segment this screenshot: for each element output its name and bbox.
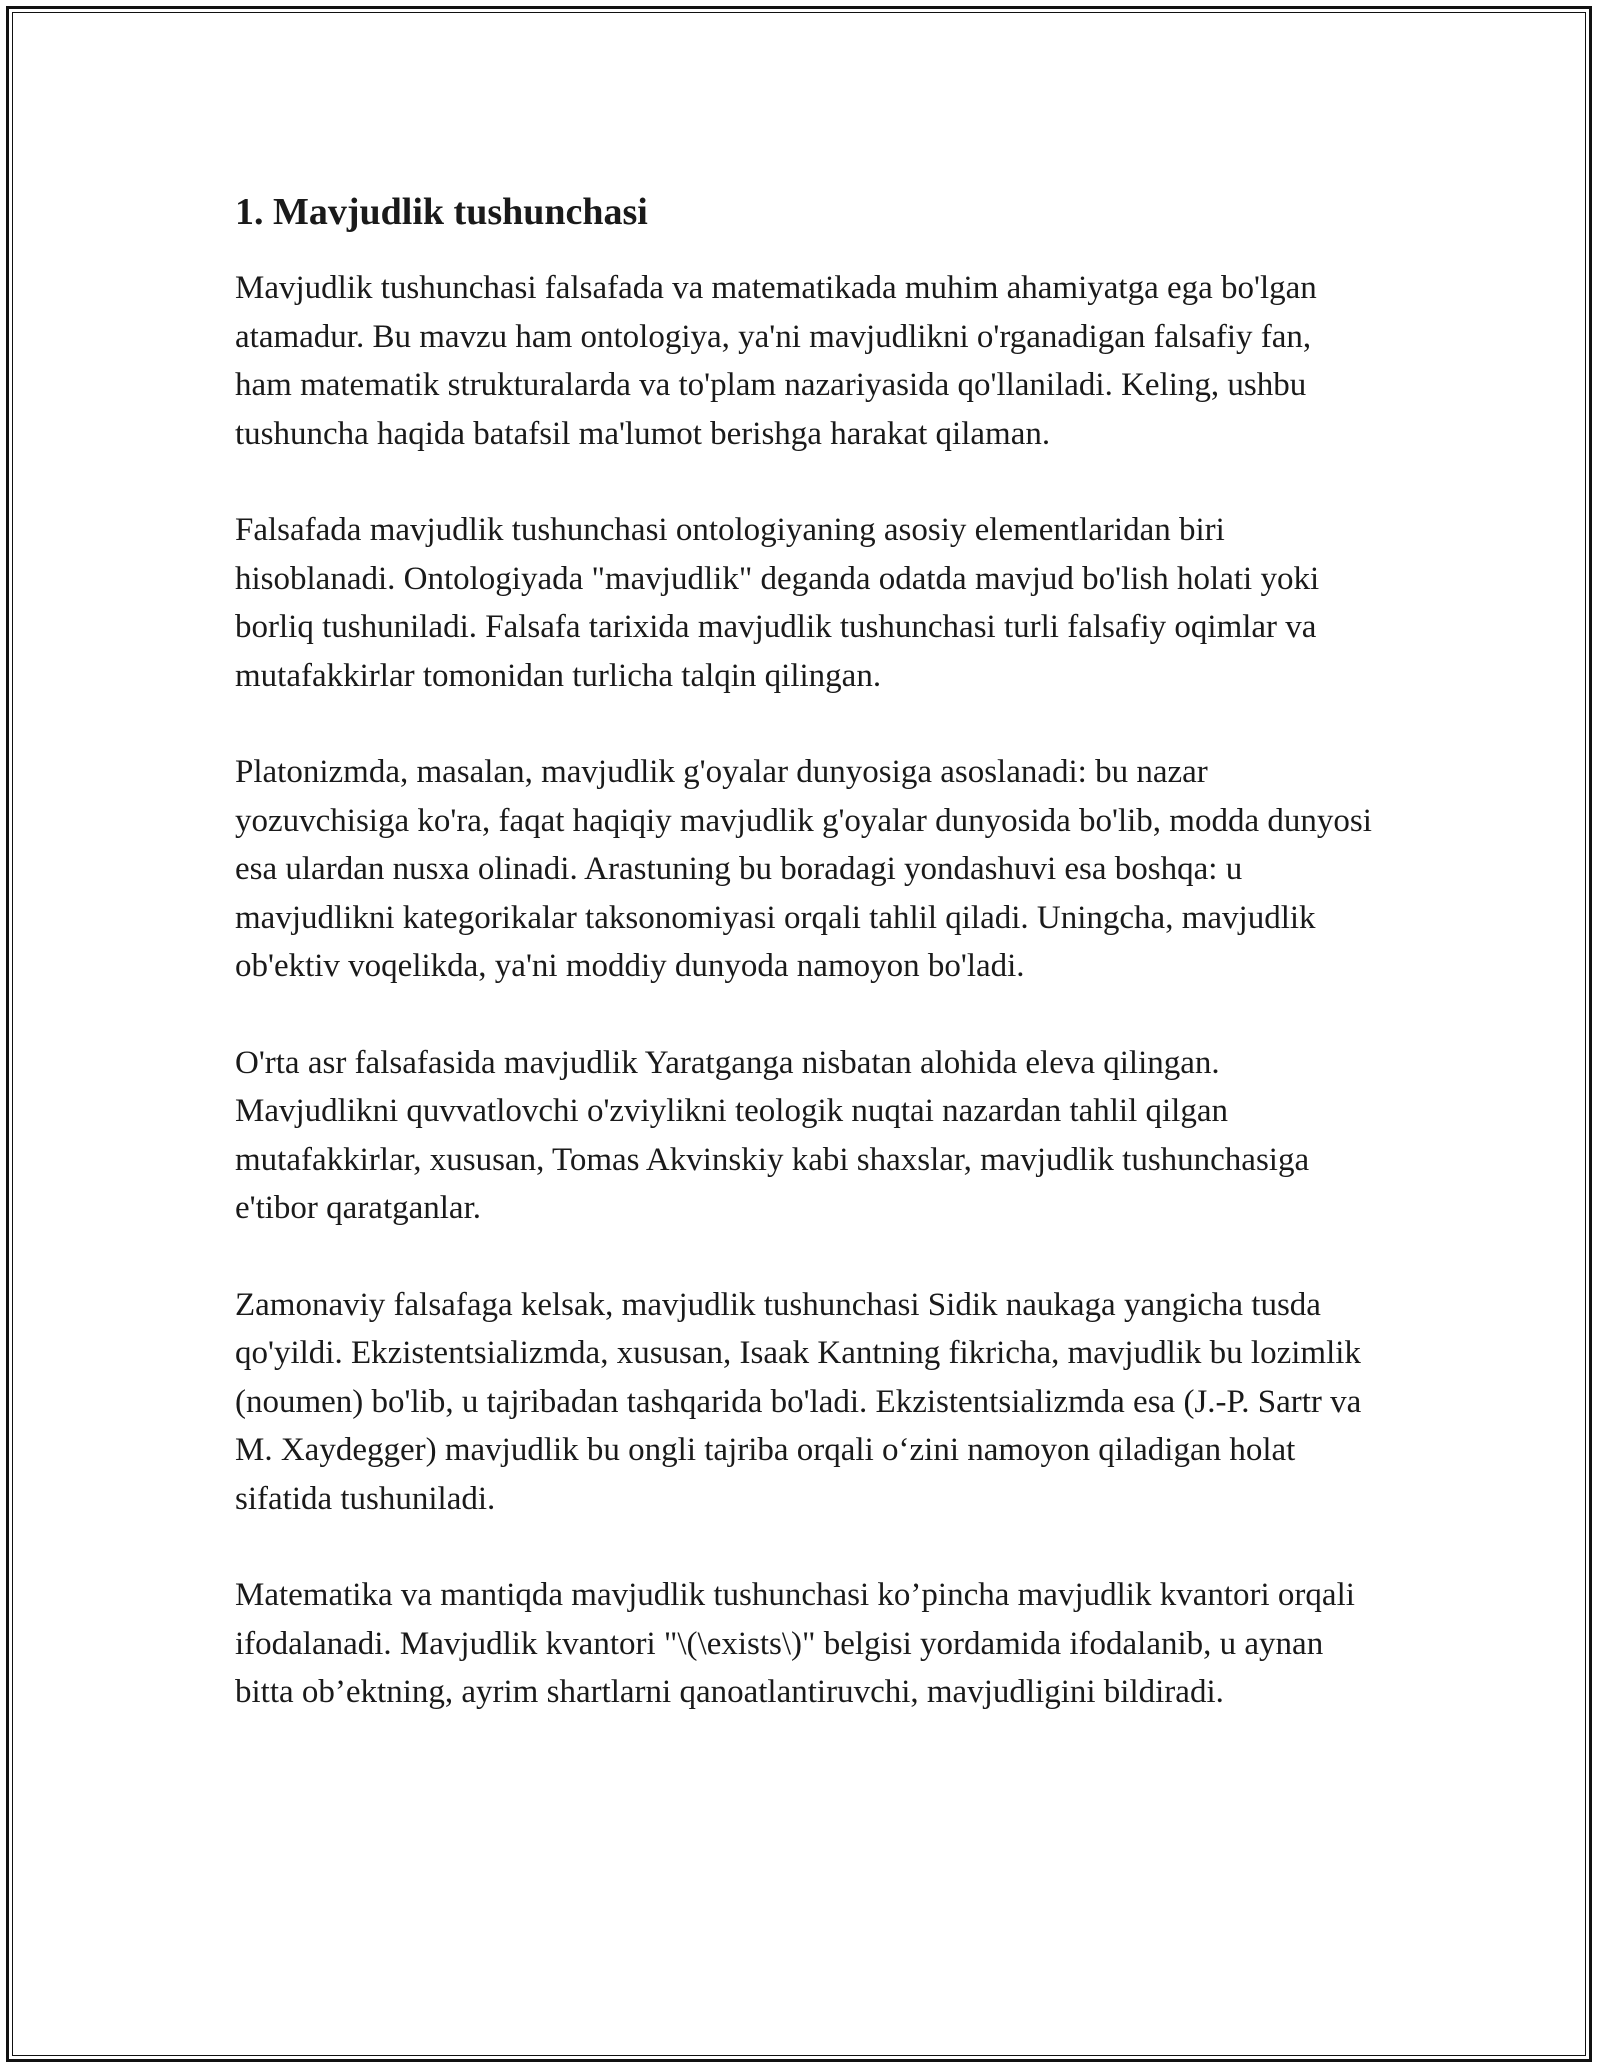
paragraph: Mavjudlik tushunchasi falsafada va matematikada muhim ahamiyatga ega bo'lgan atamadur. Bu mavzu ham ontologiya, ya'ni mavjudlikni o'rganadigan falsafiy fan, ham matematik strukturalarda va to'plam nazariyasida qo'llaniladi. Keling, ushbu tushuncha haqida batafsil ma'lumot berishga harakat qilaman.: [235, 270, 1317, 452]
paragraph: Falsafada mavjudlik tushunchasi ontologiyaning asosiy elementlaridan biri hisoblanadi. Ontologiyada "mavjudlik" deganda odatda mavjud bo'lish holati yoki borliq tushuniladi. Falsafa tarixida mavjudlik tushunchasi turli falsafiy oqimlar va mutafakkirlar tomonidan turlicha talqin qilingan.: [235, 512, 1320, 694]
paragraph: O'rta asr falsafasida mavjudlik Yaratganga nisbatan alohida eleva qilingan. Mavjudlikni quvvatlovchi o'zviylikni teologik nuqtai nazardan tahlil qilgan mutafakkirlar, xususan, Tomas Akvinskiy kabi shaxslar, mavjudlik tushunchasiga e'tibor qaratganlar.: [235, 1044, 1310, 1226]
paragraph: Zamonaviy falsafaga kelsak, mavjudlik tushunchasi Sidik naukaga yangicha tusda qo'yildi. Ekzistentsializmda, xususan, Isaak Kantning fikricha, mavjudlik bu lozimlik (noumen) bo'lib, u tajribadan tashqarida bo'ladi. Ekzistentsializmda esa (J.-P. Sartr va M. Xaydegger) mavjudlik bu ongli tajriba orqali o‘zini namoyon qiladigan holat sifatida tushuniladi.: [235, 1286, 1362, 1517]
paragraph: Platonizmda, masalan, mavjudlik g'oyalar dunyosiga asoslanadi: bu nazar yozuvchisiga ko'ra, faqat haqiqiy mavjudlik g'oyalar dunyosida bo'lib, modda dunyosi esa ulardan nusxa olinadi. Arastuning bu boradagi yondashuvi esa boshqa: u mavjudlikni kategorikalar taksonomiyasi orqali tahlil qiladi. Uningcha, mavjudlik ob'ektiv voqelikda, ya'ni moddiy dunyoda namoyon bo'ladi.: [235, 754, 1372, 984]
section-heading: 1. Mavjudlik tushunchasi: [235, 191, 648, 233]
document-body: [235, 188, 1375, 1765]
paragraph: Matematika va mantiqda mavjudlik tushunchasi ko’pincha mavjudlik kvantori orqali ifodalanadi. Mavjudlik kvantori "\(\exists\)" belgisi yordamida ifodalanib, u aynan bitta ob’ektning, ayrim shartlarni qanoatlantiruvchi, mavjudligini bildiradi.: [235, 1577, 1355, 1710]
